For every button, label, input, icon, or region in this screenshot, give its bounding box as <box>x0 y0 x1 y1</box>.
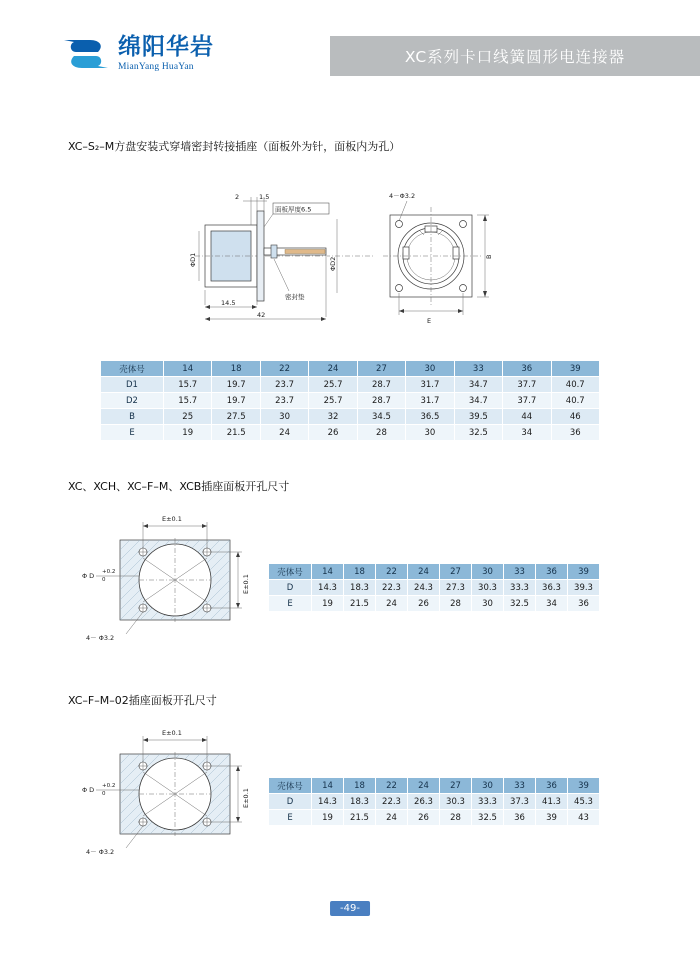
table-cell: 26.3 <box>408 794 440 810</box>
svg-text:1.5: 1.5 <box>259 193 270 201</box>
table-cell: 34 <box>503 425 551 441</box>
table-column-header: 30 <box>406 361 454 377</box>
table-header-row <box>269 778 600 794</box>
table-cell: 23.7 <box>260 377 308 393</box>
table-column-header: 27 <box>357 361 405 377</box>
table-row <box>269 810 600 826</box>
table-header-row <box>101 361 600 377</box>
table-row-header: D1 <box>101 377 164 393</box>
table-column-header: 24 <box>408 564 440 580</box>
svg-text:4－ Φ3.2: 4－ Φ3.2 <box>86 848 115 856</box>
svg-text:0: 0 <box>102 791 106 797</box>
table-cell: 36.3 <box>536 580 568 596</box>
table-cell: 34.7 <box>454 393 502 409</box>
spec-table-1 <box>100 360 600 441</box>
svg-text:+0.2: +0.2 <box>102 569 116 575</box>
table-row <box>101 425 600 441</box>
table-cell: 19 <box>312 596 344 612</box>
table-column-header: 39 <box>568 778 600 794</box>
table-row <box>269 596 600 612</box>
svg-text:2: 2 <box>235 193 240 201</box>
table-cell: 32 <box>309 409 357 425</box>
table-cell: 15.7 <box>164 393 212 409</box>
table-cell: 40.7 <box>551 377 600 393</box>
table-column-header: 36 <box>503 361 551 377</box>
table-cell: 28.7 <box>357 377 405 393</box>
table-cell: 24 <box>376 810 408 826</box>
svg-text:+0.2: +0.2 <box>102 783 116 789</box>
table-cell: 39 <box>536 810 568 826</box>
table-column-header: 39 <box>551 361 600 377</box>
svg-text:0: 0 <box>102 577 106 583</box>
header-title-bar <box>330 36 700 76</box>
section-title-3: XC–F–M–02插座面板开孔尺寸 <box>68 694 217 707</box>
table-cell: 36 <box>551 425 600 441</box>
table-cell: 39.5 <box>454 409 502 425</box>
svg-text:14.5: 14.5 <box>221 299 236 307</box>
table-column-header: 36 <box>536 778 568 794</box>
table-column-header: 33 <box>504 778 536 794</box>
table-column-header: 33 <box>504 564 536 580</box>
table-cell: 26 <box>408 810 440 826</box>
table-column-header: 30 <box>472 564 504 580</box>
table-column-header: 22 <box>260 361 308 377</box>
table-column-header: 36 <box>536 564 568 580</box>
table-cell: 15.7 <box>164 377 212 393</box>
table-cell: 46 <box>551 409 600 425</box>
table-cell: 30 <box>260 409 308 425</box>
table-column-header: 30 <box>472 778 504 794</box>
table-column-header: 14 <box>312 564 344 580</box>
table-cell: 26 <box>309 425 357 441</box>
section-title-2: XC、XCH、XC–F–M、XCB插座面板开孔尺寸 <box>68 480 290 493</box>
table-cell: 32.5 <box>472 810 504 826</box>
logo-mark-icon <box>60 34 112 74</box>
table-row-header: E <box>269 810 312 826</box>
svg-text:Φ D: Φ D <box>82 572 95 580</box>
svg-text:4－Φ3.2: 4－Φ3.2 <box>389 192 416 200</box>
table-cell: 30 <box>406 425 454 441</box>
table-cell: 34.5 <box>357 409 405 425</box>
svg-text:E±0.1: E±0.1 <box>162 729 182 737</box>
table-header-row <box>269 564 600 580</box>
table-cell: 28 <box>440 810 472 826</box>
table-cell: 28 <box>440 596 472 612</box>
table-column-header: 14 <box>312 778 344 794</box>
table-cell: 21.5 <box>344 596 376 612</box>
section-title-1: XC–S₂–M方盘安装式穿墙密封转接插座（面板外为针，面板内为孔） <box>68 140 401 153</box>
table-corner-header: 壳体号 <box>269 564 312 580</box>
svg-text:E±0.1: E±0.1 <box>162 515 182 523</box>
table-row <box>269 794 600 810</box>
table-row-header: D2 <box>101 393 164 409</box>
table-cell: 30 <box>472 596 504 612</box>
table-cell: 32.5 <box>454 425 502 441</box>
table-column-header: 39 <box>568 564 600 580</box>
table-cell: 39.3 <box>568 580 600 596</box>
table-cell: 41.3 <box>536 794 568 810</box>
svg-text:Φ D: Φ D <box>82 786 95 794</box>
svg-text:E±0.1: E±0.1 <box>242 788 250 808</box>
svg-text:面板厚度6.5: 面板厚度6.5 <box>275 205 312 214</box>
table-cell: 44 <box>503 409 551 425</box>
table-cell: 45.3 <box>568 794 600 810</box>
table-row <box>269 580 600 596</box>
table-cell: 33.3 <box>472 794 504 810</box>
page-number-badge: -49- <box>330 901 370 916</box>
drawing-panel-cutout-2 <box>80 722 280 872</box>
table-cell: 33.3 <box>504 580 536 596</box>
table-row-header: E <box>269 596 312 612</box>
table-cell: 14.3 <box>312 580 344 596</box>
svg-text:42: 42 <box>257 311 266 319</box>
svg-text:B: B <box>485 254 493 259</box>
table-cell: 34.7 <box>454 377 502 393</box>
table-cell: 25.7 <box>309 393 357 409</box>
table-cell: 28.7 <box>357 393 405 409</box>
table-row <box>101 377 600 393</box>
table-column-header: 27 <box>440 778 472 794</box>
page-header <box>40 30 660 86</box>
table-cell: 37.3 <box>504 794 536 810</box>
table-cell: 43 <box>568 810 600 826</box>
svg-text:密封垫: 密封垫 <box>285 293 305 301</box>
table-corner-header: 壳体号 <box>101 361 164 377</box>
company-logo <box>60 34 214 74</box>
svg-text:E: E <box>427 317 432 325</box>
table-corner-header: 壳体号 <box>269 778 312 794</box>
table-cell: 27.3 <box>440 580 472 596</box>
table-column-header: 27 <box>440 564 472 580</box>
table-cell: 18.3 <box>344 580 376 596</box>
table-cell: 32.5 <box>504 596 536 612</box>
svg-text:ΦD1: ΦD1 <box>189 252 197 267</box>
table-cell: 36.5 <box>406 409 454 425</box>
table-cell: 21.5 <box>212 425 260 441</box>
table-column-header: 18 <box>212 361 260 377</box>
table-cell: 30.3 <box>440 794 472 810</box>
svg-text:E±0.1: E±0.1 <box>242 574 250 594</box>
table-cell: 26 <box>408 596 440 612</box>
header-title: XC系列卡口线簧圆形电连接器 <box>404 48 626 66</box>
table-column-header: 18 <box>344 564 376 580</box>
table-row <box>101 393 600 409</box>
table-cell: 23.7 <box>260 393 308 409</box>
table-cell: 24 <box>260 425 308 441</box>
table-cell: 37.7 <box>503 377 551 393</box>
svg-text:4－ Φ3.2: 4－ Φ3.2 <box>86 634 115 642</box>
table-cell: 19.7 <box>212 393 260 409</box>
logo-company-cn: 绵阳华岩 <box>118 33 214 60</box>
table-column-header: 33 <box>454 361 502 377</box>
table-cell: 22.3 <box>376 794 408 810</box>
spec-table-2 <box>268 563 600 612</box>
table-row-header: D <box>269 794 312 810</box>
table-column-header: 18 <box>344 778 376 794</box>
table-cell: 24 <box>376 596 408 612</box>
table-cell: 31.7 <box>406 377 454 393</box>
table-column-header: 14 <box>164 361 212 377</box>
logo-company-en: MianYang HuaYan <box>118 61 194 72</box>
table-cell: 22.3 <box>376 580 408 596</box>
table-cell: 31.7 <box>406 393 454 409</box>
table-cell: 30.3 <box>472 580 504 596</box>
drawing-panel-cutout-1 <box>80 508 280 658</box>
table-cell: 18.3 <box>344 794 376 810</box>
table-cell: 19.7 <box>212 377 260 393</box>
table-cell: 28 <box>357 425 405 441</box>
table-cell: 34 <box>536 596 568 612</box>
table-cell: 36 <box>504 810 536 826</box>
spec-table-3 <box>268 777 600 826</box>
table-row-header: D <box>269 580 312 596</box>
table-column-header: 22 <box>376 778 408 794</box>
table-cell: 25.7 <box>309 377 357 393</box>
logo-text <box>118 33 214 73</box>
table-cell: 19 <box>164 425 212 441</box>
table-cell: 24.3 <box>408 580 440 596</box>
table-cell: 36 <box>568 596 600 612</box>
table-cell: 27.5 <box>212 409 260 425</box>
table-cell: 14.3 <box>312 794 344 810</box>
table-cell: 37.7 <box>503 393 551 409</box>
table-cell: 25 <box>164 409 212 425</box>
table-cell: 40.7 <box>551 393 600 409</box>
drawing-connector-side-view <box>185 175 515 345</box>
table-column-header: 24 <box>309 361 357 377</box>
table-row <box>101 409 600 425</box>
table-cell: 21.5 <box>344 810 376 826</box>
table-column-header: 22 <box>376 564 408 580</box>
table-cell: 19 <box>312 810 344 826</box>
table-row-header: B <box>101 409 164 425</box>
svg-text:ΦD2: ΦD2 <box>329 256 337 271</box>
table-row-header: E <box>101 425 164 441</box>
table-column-header: 24 <box>408 778 440 794</box>
